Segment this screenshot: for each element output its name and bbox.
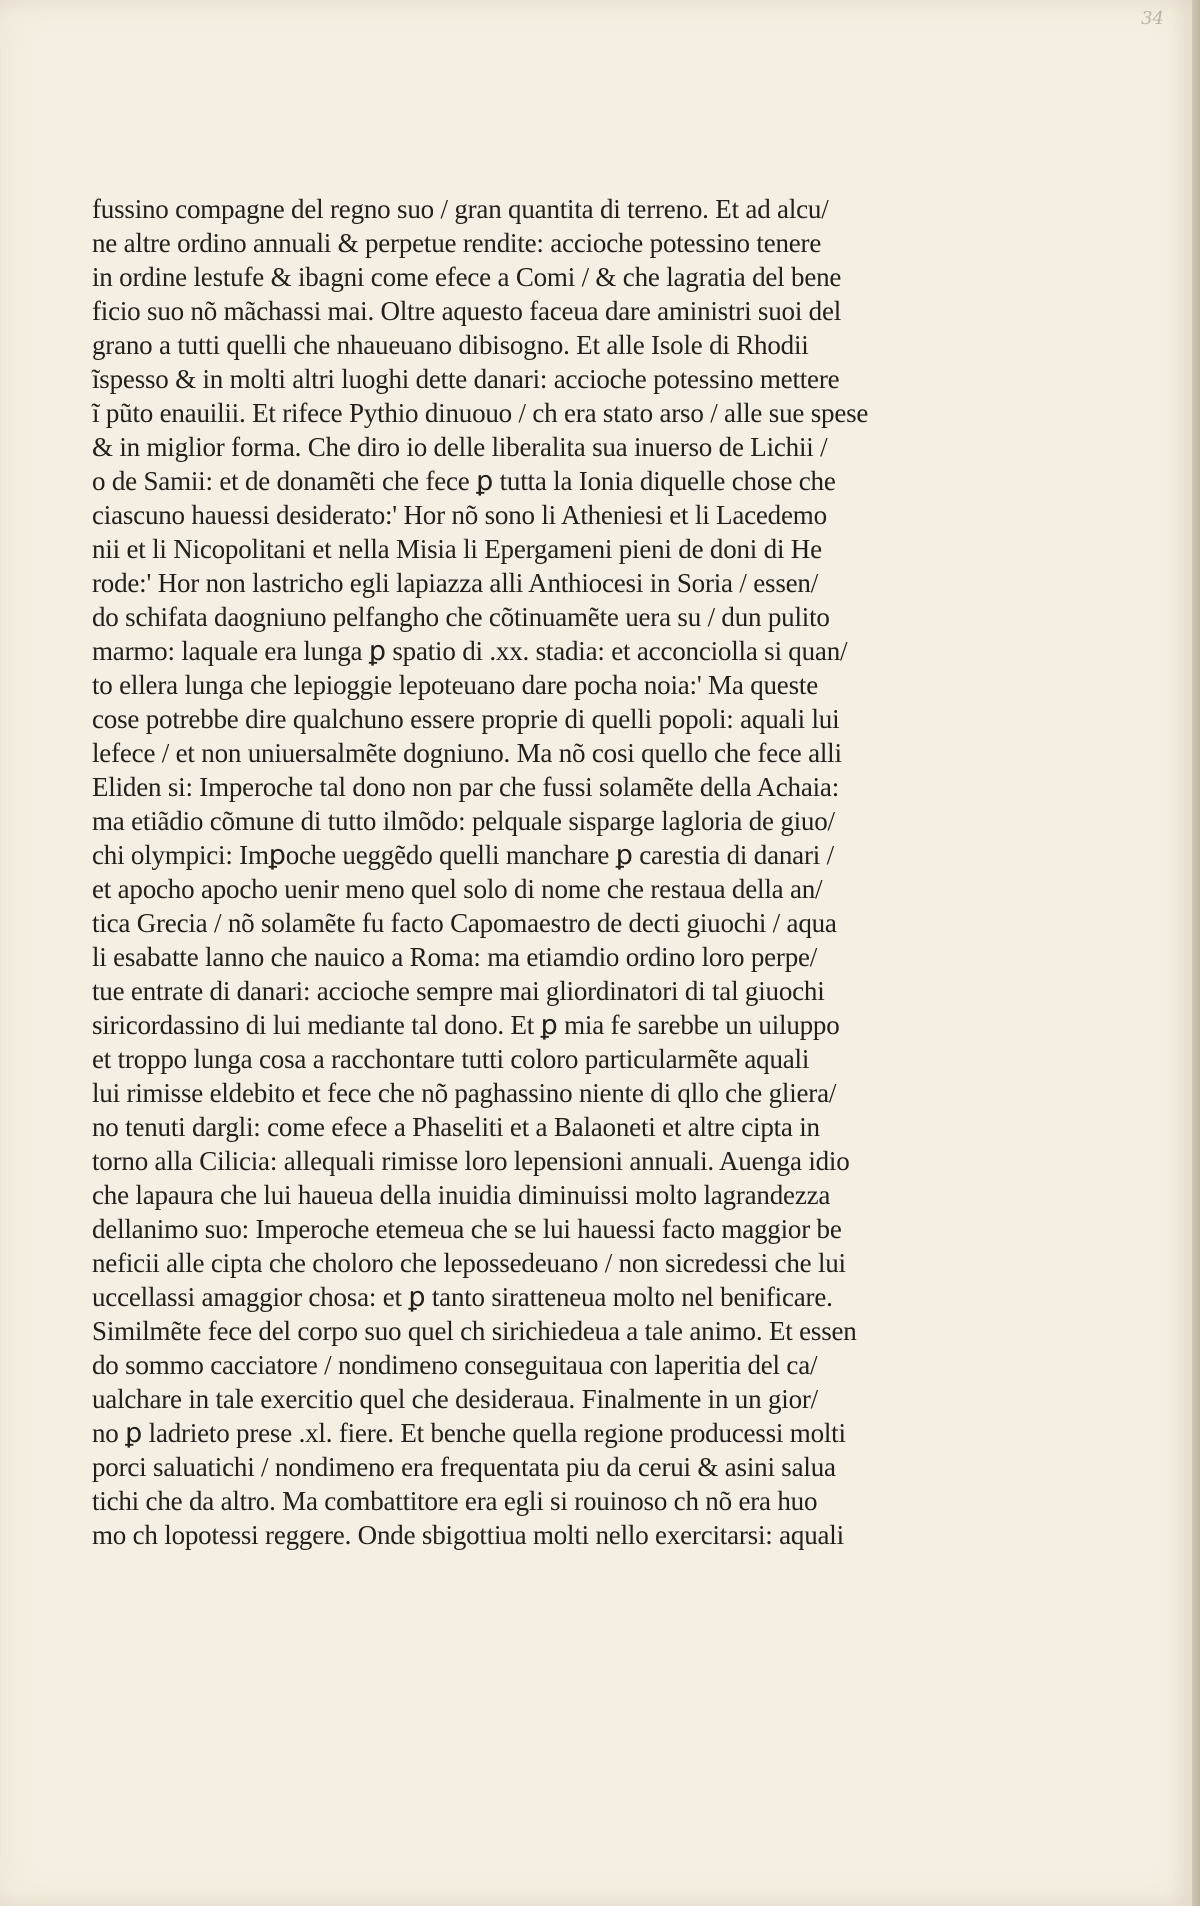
text-line: grano a tutti quelli che nhaueuano dibisogno. Et alle Isole di Rhodii [92,330,809,360]
text-line: no ꝑ ladrieto prese .xl. fiere. Et benche quella regione producessi molti [92,1418,846,1448]
text-line: Similmẽte fece del corpo suo quel ch sirichiedeua a tale animo. Et essen [92,1316,857,1346]
text-block [92,192,920,1552]
text-line: o de Samii: et de donamẽti che fece ꝑ tutta la Ionia diquelle chose che [92,466,836,496]
text-line: ciascuno hauessi desiderato:' Hor nõ sono li Atheniesi et li Lacedemo [92,500,827,530]
text-line: tichi che da altro. Ma combattitore era egli si rouinoso ch nõ era huo [92,1486,818,1516]
text-line: in ordine lestufe & ibagni come efece a Comi / & che lagratia del bene [92,262,842,292]
text-line: torno alla Cilicia: allequali rimisse loro lepensioni annuali. Auenga idio [92,1146,850,1176]
text-line: et troppo lunga cosa a racchontare tutti coloro particularmẽte aquali [92,1044,810,1074]
text-line: lui rimisse eldebito et fece che nõ paghassino niente di qllo che gliera/ [92,1078,837,1108]
text-line: marmo: laquale era lunga ꝑ spatio di .xx. stadia: et acconciolla si quan/ [92,636,848,666]
text-line: rode:' Hor non lastricho egli lapiazza alli Anthiocesi in Soria / essen/ [92,568,819,598]
text-line: ma etiãdio cõmune di tutto ilmõdo: pelquale sisparge lagloria de giuo/ [92,806,835,836]
text-line: ficio suo nõ mãchassi mai. Oltre aquesto faceua dare aministri suoi del [92,296,842,326]
text-line: che lapaura che lui haueua della inuidia diminuissi molto lagrandezza [92,1180,831,1210]
text-line: do schifata daogniuno pelfangho che cõtinuamẽte uera su / dun pulito [92,602,830,632]
text-line: dellanimo suo: Imperoche etemeua che se lui hauessi facto maggior be [92,1214,842,1244]
text-line: neficii alle cipta che choloro che lepossedeuano / non sicredessi che lui [92,1248,846,1278]
text-line: siricordassino di lui mediante tal dono. Et ꝑ mia fe sarebbe un uiluppo [92,1010,840,1040]
text-line: no tenuti dargli: come efece a Phaseliti et a Balaoneti et altre cipta in [92,1112,820,1142]
text-line: cose potrebbe dire qualchuno essere proprie di quelli popoli: aquali lui [92,704,840,734]
text-line: uccellassi amaggior chosa: et ꝑ tanto siratteneua molto nel benificare. [92,1282,833,1312]
page-edge [1192,0,1200,1906]
text-line: nii et li Nicopolitani et nella Misia li Epergameni pieni de doni di He [92,534,822,564]
text-line: ĩspesso & in molti altri luoghi dette danari: accioche potessino mettere [92,364,840,394]
text-line: Eliden si: Imperoche tal dono non par che fussi solamẽte della Achaia: [92,772,840,802]
text-line: & in miglior forma. Che diro io delle liberalita sua inuerso de Lichii / [92,432,828,462]
text-line: lefece / et non uniuersalmẽte dogniuno. Ma nõ cosi quello che fece alli [92,738,842,768]
folio-number: 34 [1141,8,1164,29]
text-line: tica Grecia / nõ solamẽte fu facto Capomaestro de decti giuochi / aqua [92,908,837,938]
text-line: et apocho apocho uenir meno quel solo di nome che restaua della an/ [92,874,823,904]
text-line: mo ch lopotessi reggere. Onde sbigottiua molti nello exercitarsi: aquali [92,1520,844,1550]
text-line: chi olympici: Imꝑoche ueggẽdo quelli manchare ꝑ carestia di danari / [92,840,834,870]
text-line: ne altre ordino annuali & perpetue rendite: accioche potessino tenere [92,228,822,258]
text-line: ĩ pũto enauilii. Et rifece Pythio dinuouo / ch era stato arso / alle sue spese [92,398,869,428]
text-line: ualchare in tale exercitio quel che desideraua. Finalmente in un gior/ [92,1384,818,1414]
text-line: do sommo cacciatore / nondimeno conseguitaua con laperitia del ca/ [92,1350,818,1380]
text-line: fussino compagne del regno suo / gran quantita di terreno. Et ad alcu/ [92,194,829,224]
text-line: li esabatte lanno che nauico a Roma: ma etiamdio ordino loro perpe/ [92,942,818,972]
text-line: tue entrate di danari: accioche sempre mai gliordinatori di tal giuochi [92,976,825,1006]
text-line: porci saluatichi / nondimeno era frequentata piu da cerui & asini salua [92,1452,836,1482]
text-line: to ellera lunga che lepioggie lepoteuano dare pocha noia:' Ma queste [92,670,818,700]
